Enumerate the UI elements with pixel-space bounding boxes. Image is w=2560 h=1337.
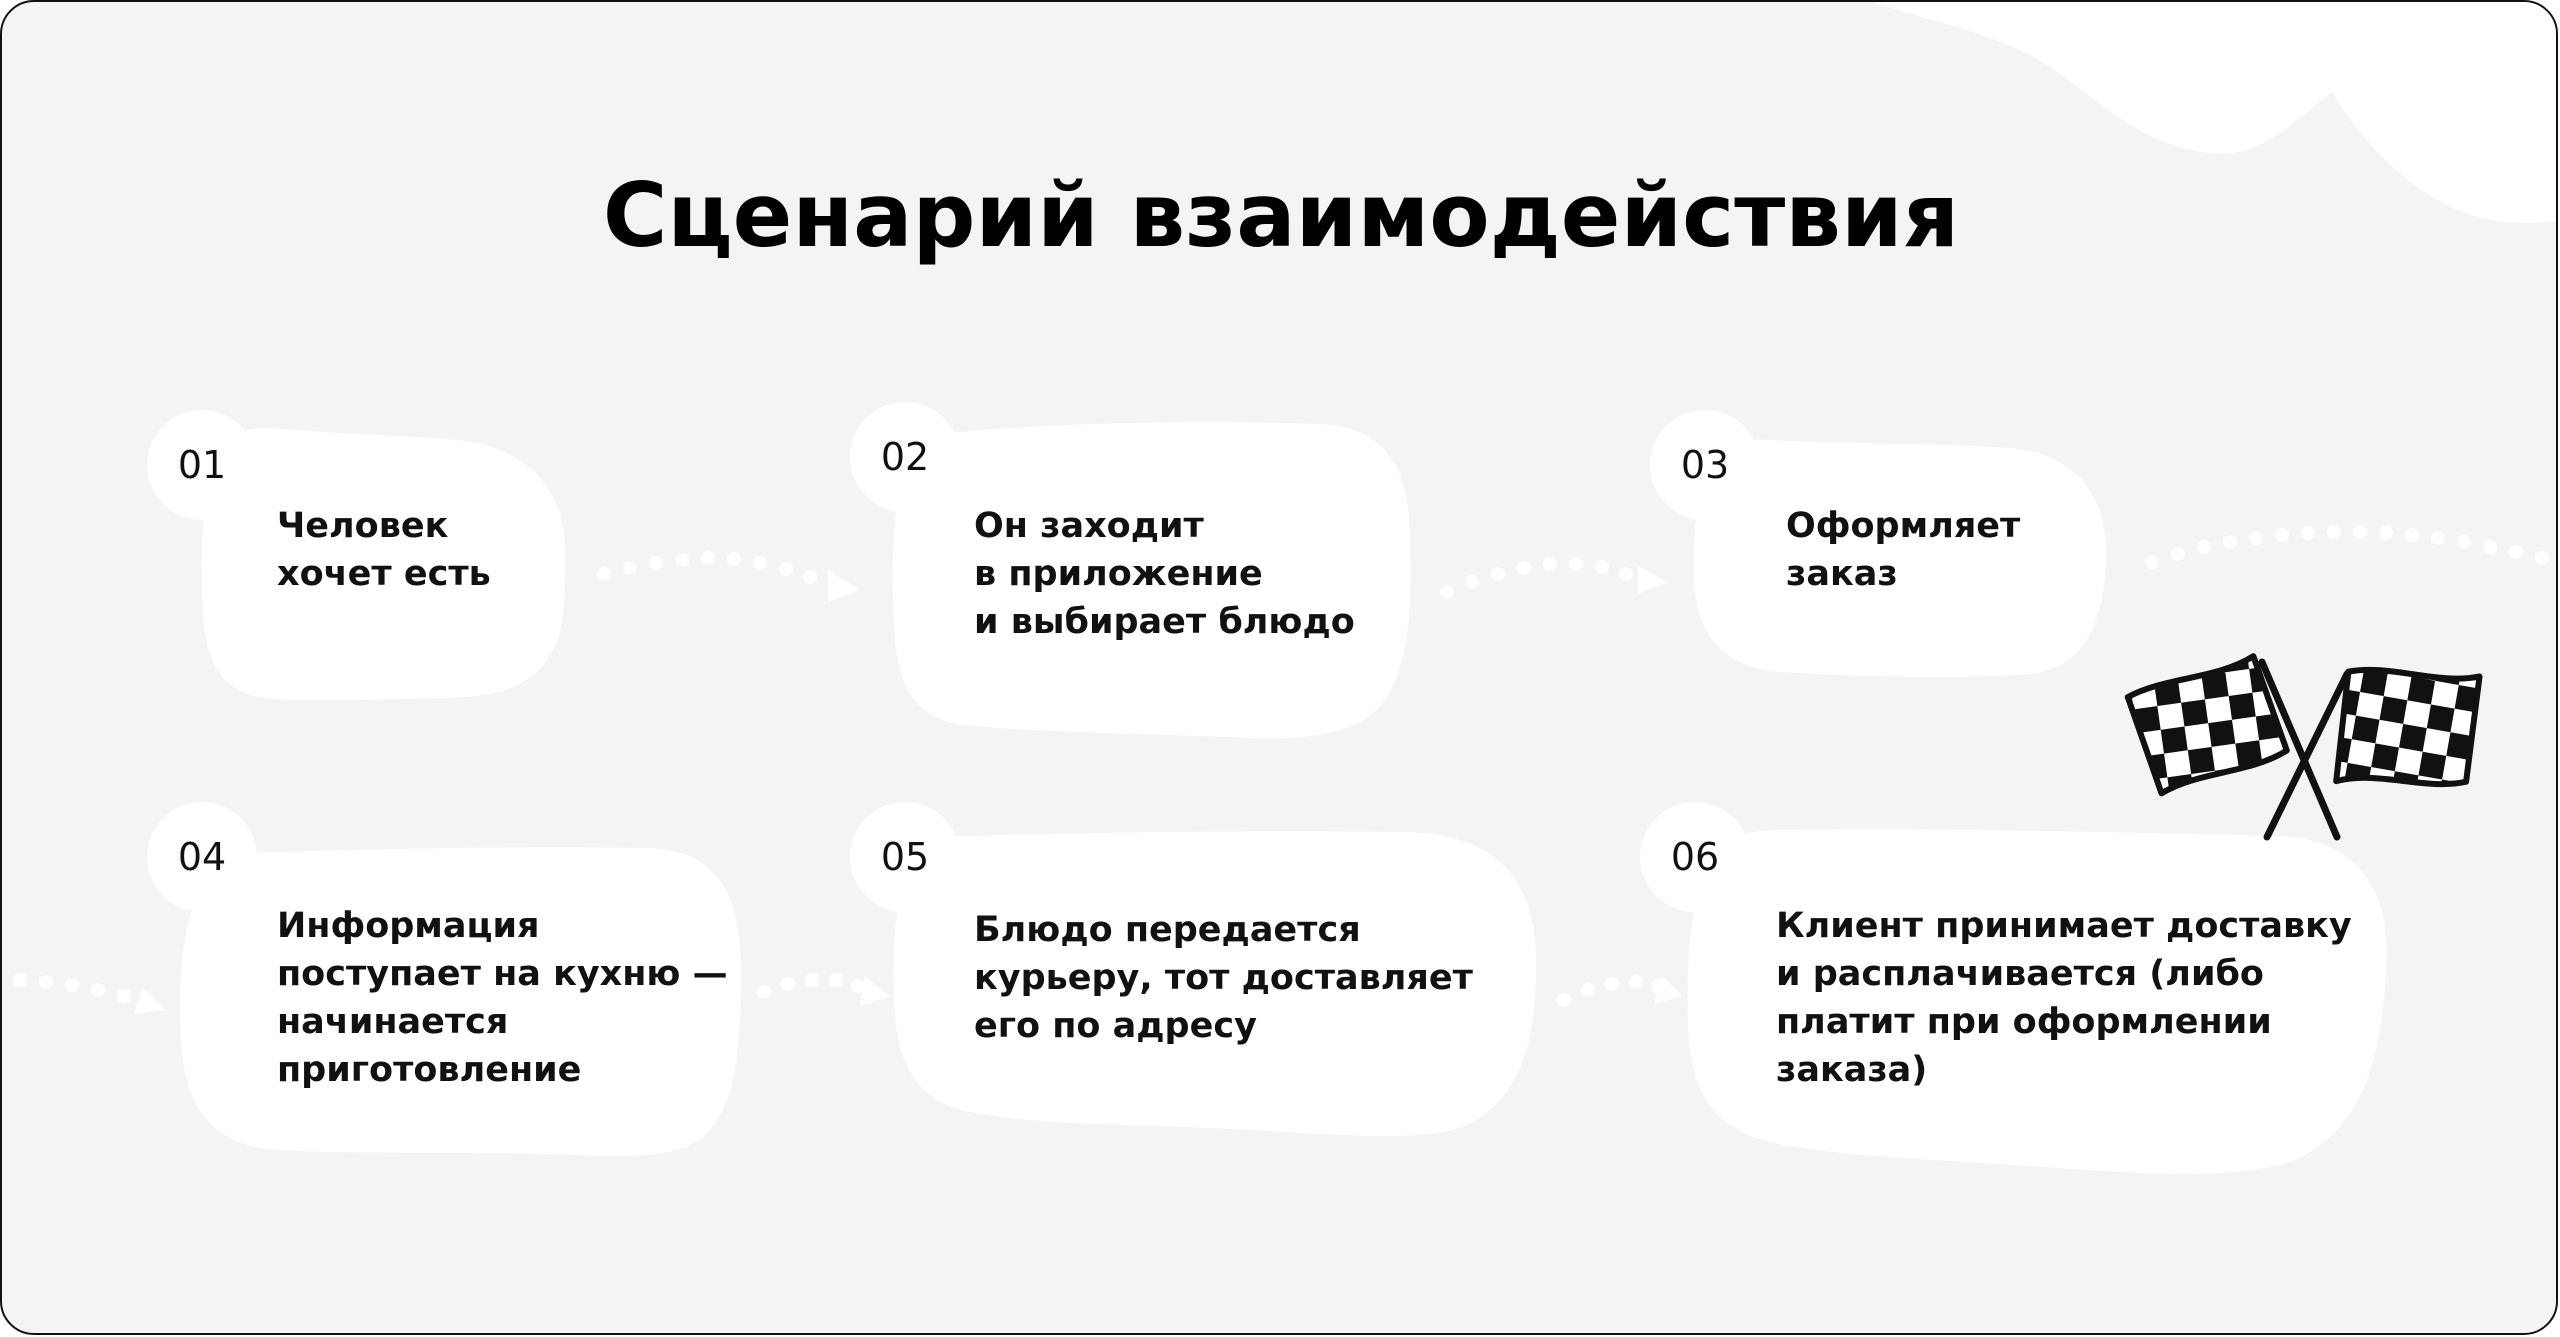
connector-in-4: [13, 973, 166, 1014]
step-card-4: [147, 802, 747, 1162]
step-text: Оформляет заказ: [1786, 506, 2021, 594]
step-card-5: [850, 802, 1540, 1142]
step-card-6: [1640, 802, 2400, 1182]
step-text: Клиент принимает доставку и расплачивается (либо платит при оформлении заказа): [1776, 906, 2352, 1090]
step-text: Он заходит в приложение и выбирает блюдо: [974, 506, 1355, 642]
step-number: 05: [850, 802, 960, 912]
step-number: 04: [147, 802, 257, 912]
step-number: 06: [1640, 802, 1750, 912]
checkered-flags-icon: [2112, 652, 2492, 852]
connector-3-out: [2145, 525, 2549, 569]
page-title: Сценарий взаимодействия: [602, 164, 1960, 267]
step-card-2: [850, 402, 1420, 742]
step-number: 01: [147, 410, 257, 520]
step-number: 02: [850, 402, 960, 512]
step-number: 03: [1650, 410, 1760, 520]
connector-2-3: [1440, 557, 1668, 599]
step-text: Блюдо передается курьеру, тот доставляет его по адресу: [974, 910, 1473, 1046]
step-text: Информация поступает на кухню — начинается приготовление: [277, 906, 728, 1090]
step-card-1: [147, 410, 567, 710]
step-card-3: [1650, 410, 2110, 690]
connector-1-2: [597, 551, 860, 602]
step-text: Человек хочет есть: [277, 506, 491, 594]
